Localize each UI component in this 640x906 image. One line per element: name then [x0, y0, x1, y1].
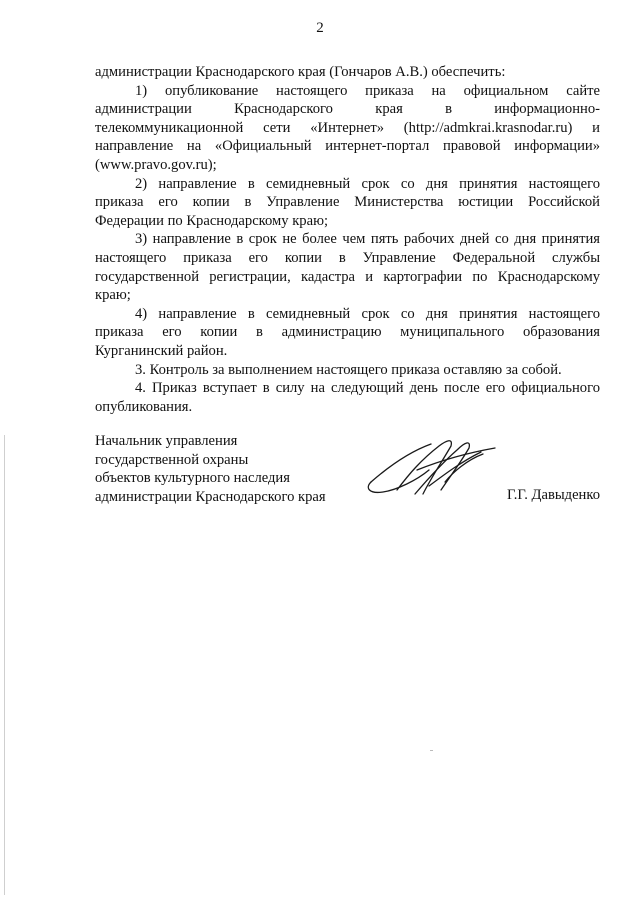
text-line: администрации Краснодарского края (Гончаров А.В.) обеспечить:	[95, 64, 506, 80]
paragraph-intro	[95, 63, 600, 82]
document-body	[95, 63, 600, 416]
text-line: 3. Контроль за выполнением настоящего приказа оставляю за собой.	[135, 361, 562, 378]
text-line: опубликования.	[95, 398, 193, 415]
scan-margin-line	[4, 435, 5, 895]
position-line: администрации Краснодарского края	[95, 488, 326, 505]
paragraph-item-3	[95, 230, 600, 304]
text-line: 3) направление в срок не более чем пять рабочих дней со дня принятия	[135, 231, 600, 248]
text-line: администрации Краснодарского края в информационно-	[95, 101, 600, 118]
paragraph-control	[95, 361, 600, 380]
text-line: (www.pravo.gov.ru);	[95, 156, 217, 173]
signatory-name: Г.Г. Давыденко	[506, 487, 600, 503]
text-line: государственной регистрации, кадастра и картографии по Краснодарскому	[95, 268, 600, 285]
text-line: приказа его копии в администрацию муниципального образования	[95, 324, 600, 341]
text-line: краю;	[95, 287, 131, 304]
text-line: Федерации по Краснодарскому краю;	[95, 212, 329, 229]
position-line: объектов культурного наследия	[95, 470, 290, 487]
text-line: приказа его копии в Управление Министерства юстиции Российской	[95, 194, 600, 211]
text-line: 4) направление в семидневный срок со дня принятия настоящего	[135, 305, 600, 322]
page-number: 2	[316, 20, 324, 36]
text-line: настоящего приказа его копии в Управление Федеральной службы	[95, 249, 600, 266]
signatory-position	[95, 432, 326, 506]
handwritten-signature	[357, 424, 507, 504]
text-line: 2) направление в семидневный срок со дня принятия настоящего	[135, 175, 600, 192]
paragraph-effective	[95, 379, 600, 416]
position-line: государственной охраны	[95, 451, 249, 468]
paragraph-item-1	[95, 82, 600, 175]
paragraph-item-2	[95, 175, 600, 231]
text-line: направление на «Официальный интернет-портал правовой информации»	[95, 138, 600, 155]
text-line: Курганинский район.	[95, 342, 228, 359]
position-line: Начальник управления	[95, 433, 238, 449]
paragraph-item-4	[95, 305, 600, 361]
text-line: 1) опубликование настоящего приказа на официальном сайте	[135, 82, 600, 99]
scan-speck	[430, 750, 433, 751]
text-line: 4. Приказ вступает в силу на следующий день после его официального	[135, 380, 600, 397]
signature-block	[95, 432, 600, 512]
text-line: телекоммуникационной сети «Интернет» (http://admkrai.krasnodar.ru) и	[95, 119, 600, 136]
